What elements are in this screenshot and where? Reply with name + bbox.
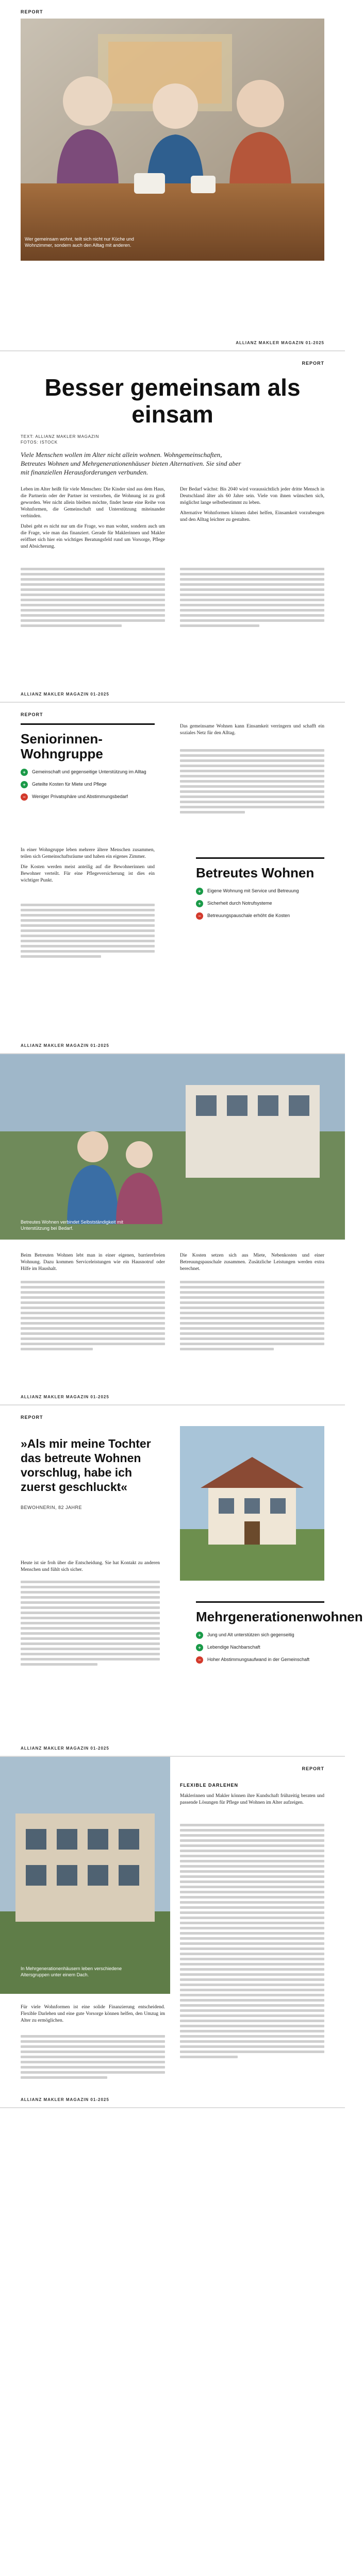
- body-column-left: [21, 2004, 165, 2028]
- photo-caption: In Mehrgenerationenhäusern leben verschiedene Altersgruppen unter einem Dach.: [21, 1966, 122, 1977]
- info-box-mehrgenerationen: [196, 1601, 363, 1669]
- page-footer: ALLIANZ MAKLER MAGAZIN 01-2025: [21, 2097, 109, 2102]
- text-placeholder: [21, 568, 165, 630]
- pull-quote: [21, 1436, 160, 1515]
- quote-text: »Als mir meine Tochter das betreute Wohnen vorschlug, habe ich zuerst geschluckt«: [21, 1437, 151, 1494]
- hero-photo-illustration: [21, 19, 324, 261]
- page-footer: ALLIANZ MAKLER MAGAZIN 01-2025: [21, 692, 109, 697]
- plus-icon: +: [21, 781, 28, 788]
- pro-text: Lebendige Nachbarschaft: [207, 1645, 260, 1650]
- pro-item: [196, 1644, 324, 1651]
- spread-info: [0, 703, 345, 1054]
- body-column-right: [180, 1252, 324, 1276]
- body-paragraph: Für viele Wohnformen ist eine solide Finanzierung entscheidend. Flexible Darlehen und eine gute Vorsorge können helfen, den Umzug im Alter zu ermöglichen.: [21, 2005, 165, 2023]
- body-column-left: [21, 1252, 165, 1276]
- page-footer: ALLIANZ MAKLER MAGAZIN 01-2025: [21, 1395, 109, 1399]
- info-box-wohngruppe: [21, 723, 155, 806]
- con-text: Hoher Abstimmungsaufwand in der Gemeinschaft: [207, 1657, 310, 1662]
- text-placeholder: [21, 1281, 165, 1353]
- page-footer: ALLIANZ MAKLER MAGAZIN 01-2025: [21, 1043, 109, 1048]
- box-title: Seniorinnen-Wohngruppe: [21, 731, 103, 761]
- house-photo: [180, 1426, 324, 1581]
- section-label: REPORT: [21, 1415, 43, 1420]
- plus-icon: +: [196, 1644, 203, 1651]
- section-label: REPORT: [302, 361, 324, 366]
- box-rule: [196, 1601, 324, 1603]
- spread-photo-two: [0, 1054, 345, 1405]
- body-paragraph: Alternative Wohnformen können dabei helfen, Einsamkeit vorzubeugen und den Alltag leichter zu gestalten.: [180, 511, 324, 522]
- house-illustration: [180, 1426, 324, 1581]
- spread-quote: [0, 1405, 363, 1757]
- mehrgenerationen-illustration: [0, 1757, 170, 1994]
- box-rule: [196, 857, 324, 859]
- con-item: [21, 793, 155, 801]
- pro-item: [21, 781, 155, 788]
- minus-icon: −: [196, 1656, 203, 1664]
- body-paragraph: Maklerinnen und Makler können ihre Kundschaft frühzeitig beraten und passende Lösungen für Pflege und Wohnen im Alter aufzeigen.: [180, 1793, 324, 1805]
- text-placeholder: [180, 749, 324, 816]
- text-placeholder: [21, 1581, 160, 1668]
- text-placeholder: [180, 1824, 324, 2061]
- box-title: Mehrgenerationenwohnen: [196, 1609, 363, 1624]
- mehrgenerationen-photo: [0, 1757, 170, 1994]
- byline-photo: FOTOS: ISTOCK: [21, 440, 58, 445]
- byline-text: TEXT: ALLIANZ MAKLER MAGAZIN: [21, 434, 100, 439]
- spread-title: [0, 351, 345, 703]
- minus-icon: −: [21, 793, 28, 801]
- page-footer: ALLIANZ MAKLER MAGAZIN 01-2025: [236, 341, 324, 345]
- body-paragraph: Die Kosten werden meist anteilig auf die Bewohnerinnen und Bewohner verteilt. Für eine Pflegeversicherung ist dies ein wichtiger Punkt.: [21, 865, 155, 883]
- pro-item: [196, 900, 324, 907]
- pro-item: [196, 888, 324, 895]
- pro-text: Jung und Alt unterstützen sich gegenseitig: [207, 1632, 294, 1637]
- plus-icon: +: [196, 900, 203, 907]
- section-label: REPORT: [21, 9, 43, 14]
- body-paragraph: Das gemeinsame Wohnen kann Einsamkeit verringern und schafft ein soziales Netz für den Alltag.: [180, 724, 324, 736]
- pro-text: Gemeinschaft und gegenseitige Unterstützung im Alltag: [32, 769, 146, 774]
- article-lead: Viele Menschen wollen im Alter nicht allein wohnen. Wohngemeinschaften, Betreutes Wohnen und Mehrgenerationenhäuser bieten Alternativen. Sie sind aber mit finanziellen Herausforderungen verbunden.: [21, 451, 241, 476]
- plus-icon: +: [21, 769, 28, 776]
- body-column-left: [21, 847, 155, 888]
- quote-author: BEWOHNERIN, 82 JAHRE: [21, 1505, 82, 1510]
- con-item: [196, 912, 324, 920]
- text-placeholder: [21, 2035, 165, 2081]
- plus-icon: +: [196, 1632, 203, 1639]
- column-heading: FLEXIBLE DARLEHEN: [180, 1783, 239, 1788]
- pro-item: [196, 1632, 324, 1639]
- body-paragraph: Dabei geht es nicht nur um die Frage, wo man wohnt, sondern auch um die Frage, wie man das finanziert. Gerade für Maklerinnen und Makler eröffnet sich hier ein wichtiges Beratungsfeld rund um Vorsorge, Pflege und Absicherung.: [21, 524, 165, 549]
- hero-photo: [21, 19, 324, 261]
- body-column-right: [180, 723, 324, 740]
- section-label: REPORT: [21, 712, 43, 717]
- section-label: REPORT: [302, 1766, 324, 1771]
- body-column-left: [21, 486, 165, 554]
- spread-last: [0, 1757, 345, 2108]
- byline: [21, 434, 99, 445]
- text-placeholder: [180, 1281, 324, 1353]
- pro-item: [21, 769, 155, 776]
- body-paragraph: Beim Betreuten Wohnen lebt man in einer eigenen, barrierefreien Wohnung. Dazu kommen Serviceleistungen wie ein Hausnotruf oder Hilfe im Haushalt.: [21, 1253, 165, 1272]
- body-paragraph: Leben im Alter heißt für viele Menschen: Die Kinder sind aus dem Haus, die Partnerin oder der Partner ist verstorben, die Wohnung ist zu groß geworden. Wer nicht allein bleiben möchte, findet heute eine Reihe von Wohnformen, die Gemeinschaft und Unterstützung miteinander verbinden.: [21, 487, 165, 519]
- body-paragraph: In einer Wohngruppe leben mehrere ältere Menschen zusammen, teilen sich Gemeinschaftsräume und haben ein eigenes Zimmer.: [21, 848, 155, 859]
- con-text: Betreuungspauschale erhöht die Kosten: [207, 913, 290, 918]
- photo-caption: Betreutes Wohnen verbindet Selbstständigkeit mit Unterstützung bei Bedarf.: [21, 1219, 123, 1231]
- body-column-right: [180, 1793, 324, 1810]
- body-column-right: [180, 486, 324, 527]
- text-placeholder: [180, 568, 324, 630]
- spread-hero: [0, 0, 345, 351]
- info-box-betreutes-wohnen: [196, 857, 324, 925]
- box-title: Betreutes Wohnen: [196, 865, 315, 880]
- pro-text: Eigene Wohnung mit Service und Betreuung: [207, 888, 299, 893]
- hero-caption: Wer gemeinsam wohnt, teilt sich nicht nur Küche und Wohnzimmer, sondern auch den Alltag mit anderen.: [25, 236, 134, 248]
- con-item: [196, 1656, 324, 1664]
- pro-text: Geteilte Kosten für Miete und Pflege: [32, 782, 107, 787]
- betreutes-wohnen-illustration: [0, 1054, 345, 1240]
- article-title: Besser gemeinsam als einsam: [44, 374, 301, 428]
- body-paragraph: Der Bedarf wächst: Bis 2040 wird voraussichtlich jeder dritte Mensch in Deutschland älter als 60 Jahre sein. Viele von ihnen wünschen sich, möglichst lange selbstbestimmt zu leben.: [180, 487, 324, 505]
- pro-text: Sicherheit durch Notrufsysteme: [207, 901, 272, 906]
- box-rule: [21, 723, 155, 725]
- body-paragraph: Heute ist sie froh über die Entscheidung. Sie hat Kontakt zu anderen Menschen und fühlt sich sicher.: [21, 1561, 160, 1572]
- body-column-left: [21, 1560, 160, 1577]
- minus-icon: −: [196, 912, 203, 920]
- body-paragraph: Die Kosten setzen sich aus Miete, Nebenkosten und einer Betreuungspauschale zusammen. Zusätzliche Leistungen werden extra berechnet.: [180, 1253, 324, 1272]
- text-placeholder: [21, 904, 155, 960]
- con-text: Weniger Privatsphäre und Abstimmungsbedarf: [32, 794, 128, 799]
- plus-icon: +: [196, 888, 203, 895]
- betreutes-wohnen-photo: [0, 1054, 345, 1240]
- page-footer: ALLIANZ MAKLER MAGAZIN 01-2025: [21, 1746, 109, 1751]
